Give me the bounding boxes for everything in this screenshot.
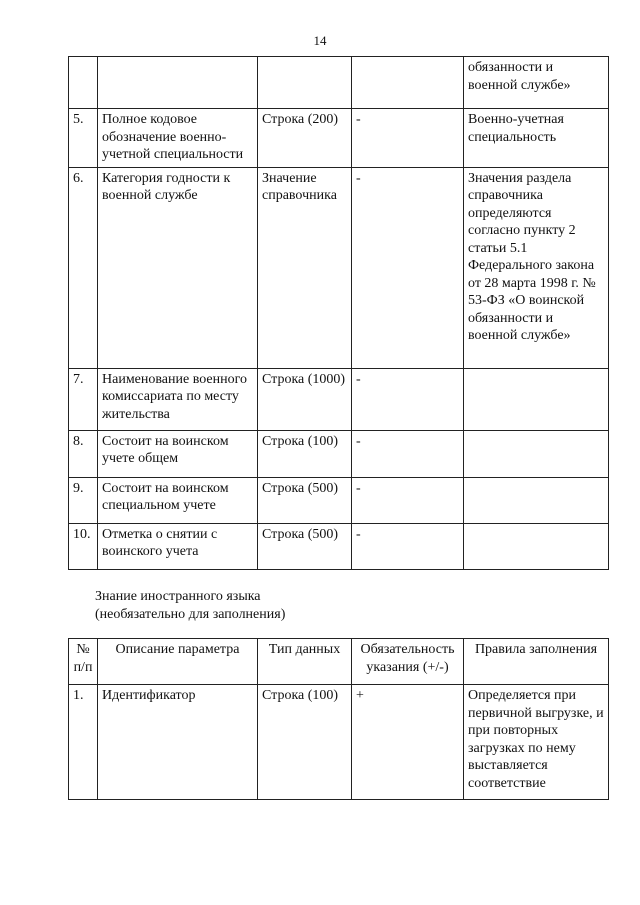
- required-flag: -: [352, 523, 464, 569]
- table-row: [69, 685, 609, 800]
- table-row: [69, 523, 609, 569]
- parameter-name: Категория годности к военной службе: [98, 167, 258, 368]
- military-registration-table: [68, 56, 609, 570]
- row-number: 10.: [69, 523, 98, 569]
- data-type: Строка (500): [258, 477, 352, 523]
- table-row: [69, 477, 609, 523]
- data-type: Строка (200): [258, 109, 352, 168]
- foreign-language-table: [68, 638, 609, 800]
- filling-rules: Военно-учетная специальность: [464, 109, 609, 168]
- row-number: 8.: [69, 430, 98, 477]
- table-row: [69, 167, 609, 368]
- filling-rules: Определяется при первичной выгрузке, и при повторных загрузках по нему выставляется соответствие: [464, 685, 609, 800]
- data-type: Строка (500): [258, 523, 352, 569]
- required-flag: -: [352, 368, 464, 430]
- parameter-name: Наименование военного комиссариата по месту жительства: [98, 368, 258, 430]
- header-rules: Правила заполнения: [464, 639, 609, 685]
- header-data-type: Тип данных: [258, 639, 352, 685]
- row-number: 1.: [69, 685, 98, 800]
- header-number: № п/п: [69, 639, 98, 685]
- table-row: [69, 368, 609, 430]
- data-type: Строка (100): [258, 430, 352, 477]
- header-required: Обязательность указания (+/-): [352, 639, 464, 685]
- required-flag: +: [352, 685, 464, 800]
- data-type: Строка (100): [258, 685, 352, 800]
- section-subtitle: (необязательно для заполнения): [95, 607, 286, 622]
- table-header-row: [69, 639, 609, 685]
- parameter-name: Состоит на воинском специальном учете: [98, 477, 258, 523]
- data-type: Значение справочника: [258, 167, 352, 368]
- parameter-name: Отметка о снятии с воинского учета: [98, 523, 258, 569]
- row-number: 9.: [69, 477, 98, 523]
- table-row: [69, 57, 609, 109]
- filling-rules: [464, 430, 609, 477]
- row-number: [69, 57, 98, 109]
- data-type: [258, 57, 352, 109]
- data-type: Строка (1000): [258, 368, 352, 430]
- required-flag: [352, 57, 464, 109]
- required-flag: -: [352, 109, 464, 168]
- required-flag: -: [352, 477, 464, 523]
- section-title: Знание иностранного языка: [95, 589, 261, 604]
- filling-rules: [464, 368, 609, 430]
- header-description: Описание параметра: [98, 639, 258, 685]
- required-flag: -: [352, 167, 464, 368]
- section-heading: [95, 588, 285, 624]
- row-number: 5.: [69, 109, 98, 168]
- parameter-name: Полное кодовое обозначение военно-учетной специальности: [98, 109, 258, 168]
- parameter-name: [98, 57, 258, 109]
- filling-rules: [464, 477, 609, 523]
- row-number: 7.: [69, 368, 98, 430]
- table-row: [69, 430, 609, 477]
- filling-rules: Значения раздела справочника определяются согласно пункту 2 статьи 5.1 Федерального закона от 28 марта 1998 г. № 53-ФЗ «О воинской обязанности и военной службе»: [464, 167, 609, 368]
- parameter-name: Идентификатор: [98, 685, 258, 800]
- filling-rules: [464, 523, 609, 569]
- table-row: [69, 109, 609, 168]
- page-number: 14: [313, 33, 327, 48]
- parameter-name: Состоит на воинском учете общем: [98, 430, 258, 477]
- row-number: 6.: [69, 167, 98, 368]
- required-flag: -: [352, 430, 464, 477]
- filling-rules: обязанности и военной службе»: [464, 57, 609, 109]
